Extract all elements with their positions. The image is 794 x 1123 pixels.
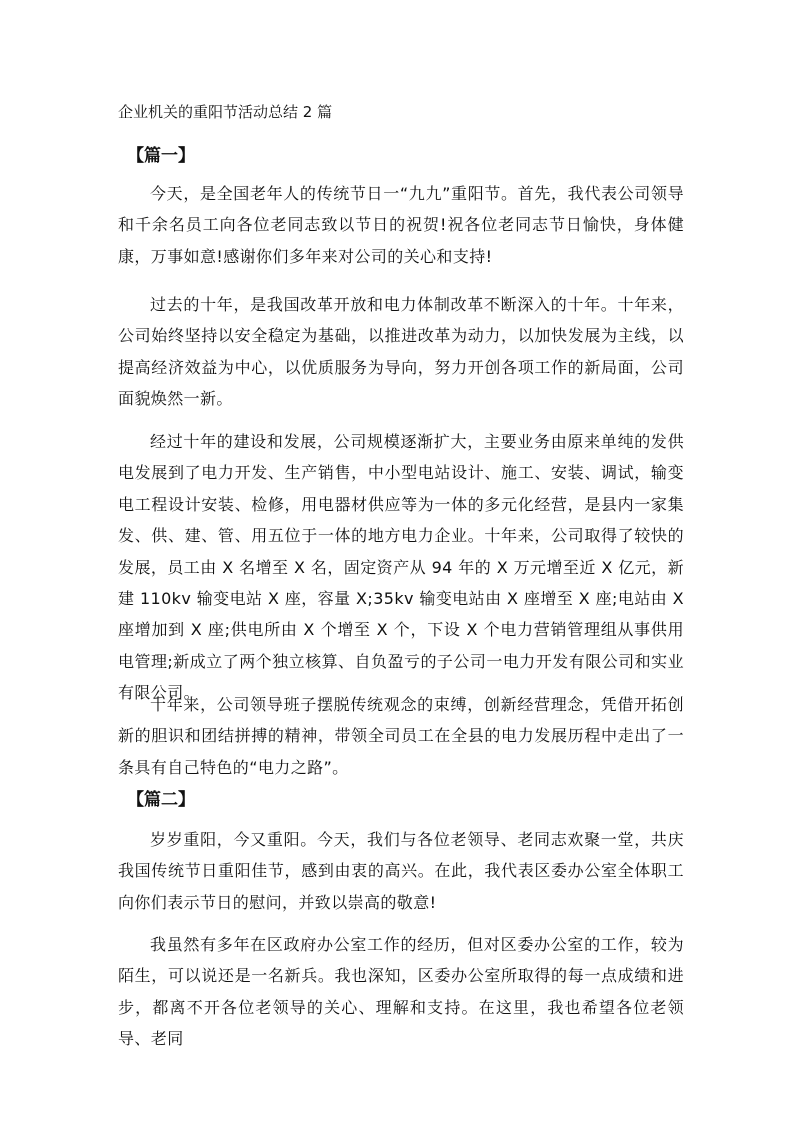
section-heading-1: 【篇一】 bbox=[127, 146, 195, 166]
section-heading-2: 【篇二】 bbox=[127, 790, 195, 810]
document-title: 企业机关的重阳节活动总结 2 篇 bbox=[118, 103, 333, 121]
paragraph: 岁岁重阳，今又重阳。今天，我们与各位老领导、老同志欢聚一堂，共庆我国传统节日重阳佳节，感到由衷的高兴。在此，我代表区委办公室全体职工向你们表示节日的慰问，并致以崇高的敬意! bbox=[118, 830, 684, 912]
paragraph: 我虽然有多年在区政府办公室工作的经历，但对区委办公室的工作，较为陌生，可以说还是一名新兵。我也深知，区委办公室所取得的每一点成绩和进步，都离不开各位老领导的关心、理解和支持。在这里，我也希望各位老领导、老同 bbox=[118, 935, 684, 1049]
paragraph: 十年来，公司领导班子摆脱传统观念的束缚，创新经营理念，凭借开拓创新的胆识和团结拼搏的精神，带领全司员工在全县的电力发展历程中走出了一条具有自己特色的“电力之路”。 bbox=[118, 695, 684, 777]
paragraph: 过去的十年，是我国改革开放和电力体制改革不断深入的十年。十年来，公司始终坚持以安全稳定为基础，以推进改革为动力，以加快发展为主线，以提高经济效益为中心，以优质服务为导向，努力开创各项工作的新局面，公司面貌焕然一新。 bbox=[118, 295, 684, 409]
paragraph: 经过十年的建设和发展，公司规模逐渐扩大，主要业务由原来单纯的发供电发展到了电力开发、生产销售，中小型电站设计、施工、安装、调试，输变电工程设计安装、检修，用电器材供应等为一体的多元化经营，是县内一家集发、供、建、管、用五位于一体的地方电力企业。十年来，公司取得了较快的发展，员工由 X 名增至 X 名，固定资产从 94 年的 X 万元增至近 X 亿元，新建 110kv 输变电站 X 座，容量 X;35kv 输变电站由 X 座增至 X 座;电站由 X 座增加到 X 座;供电所由 X 个增至 X 个，下设 X 个电力营销管理组从事供用电管理;新成立了两个独立核算、自负盈亏的子公司一电力开发有限公司和实业有限公司。 bbox=[118, 432, 684, 703]
paragraph: 今天，是全国老年人的传统节日一“九九”重阳节。首先，我代表公司领导和千余名员工向各位老同志致以节日的祝贺!祝各位老同志节日愉快，身体健康，万事如意!感谢你们多年来对公司的关心和支持! bbox=[118, 184, 684, 266]
